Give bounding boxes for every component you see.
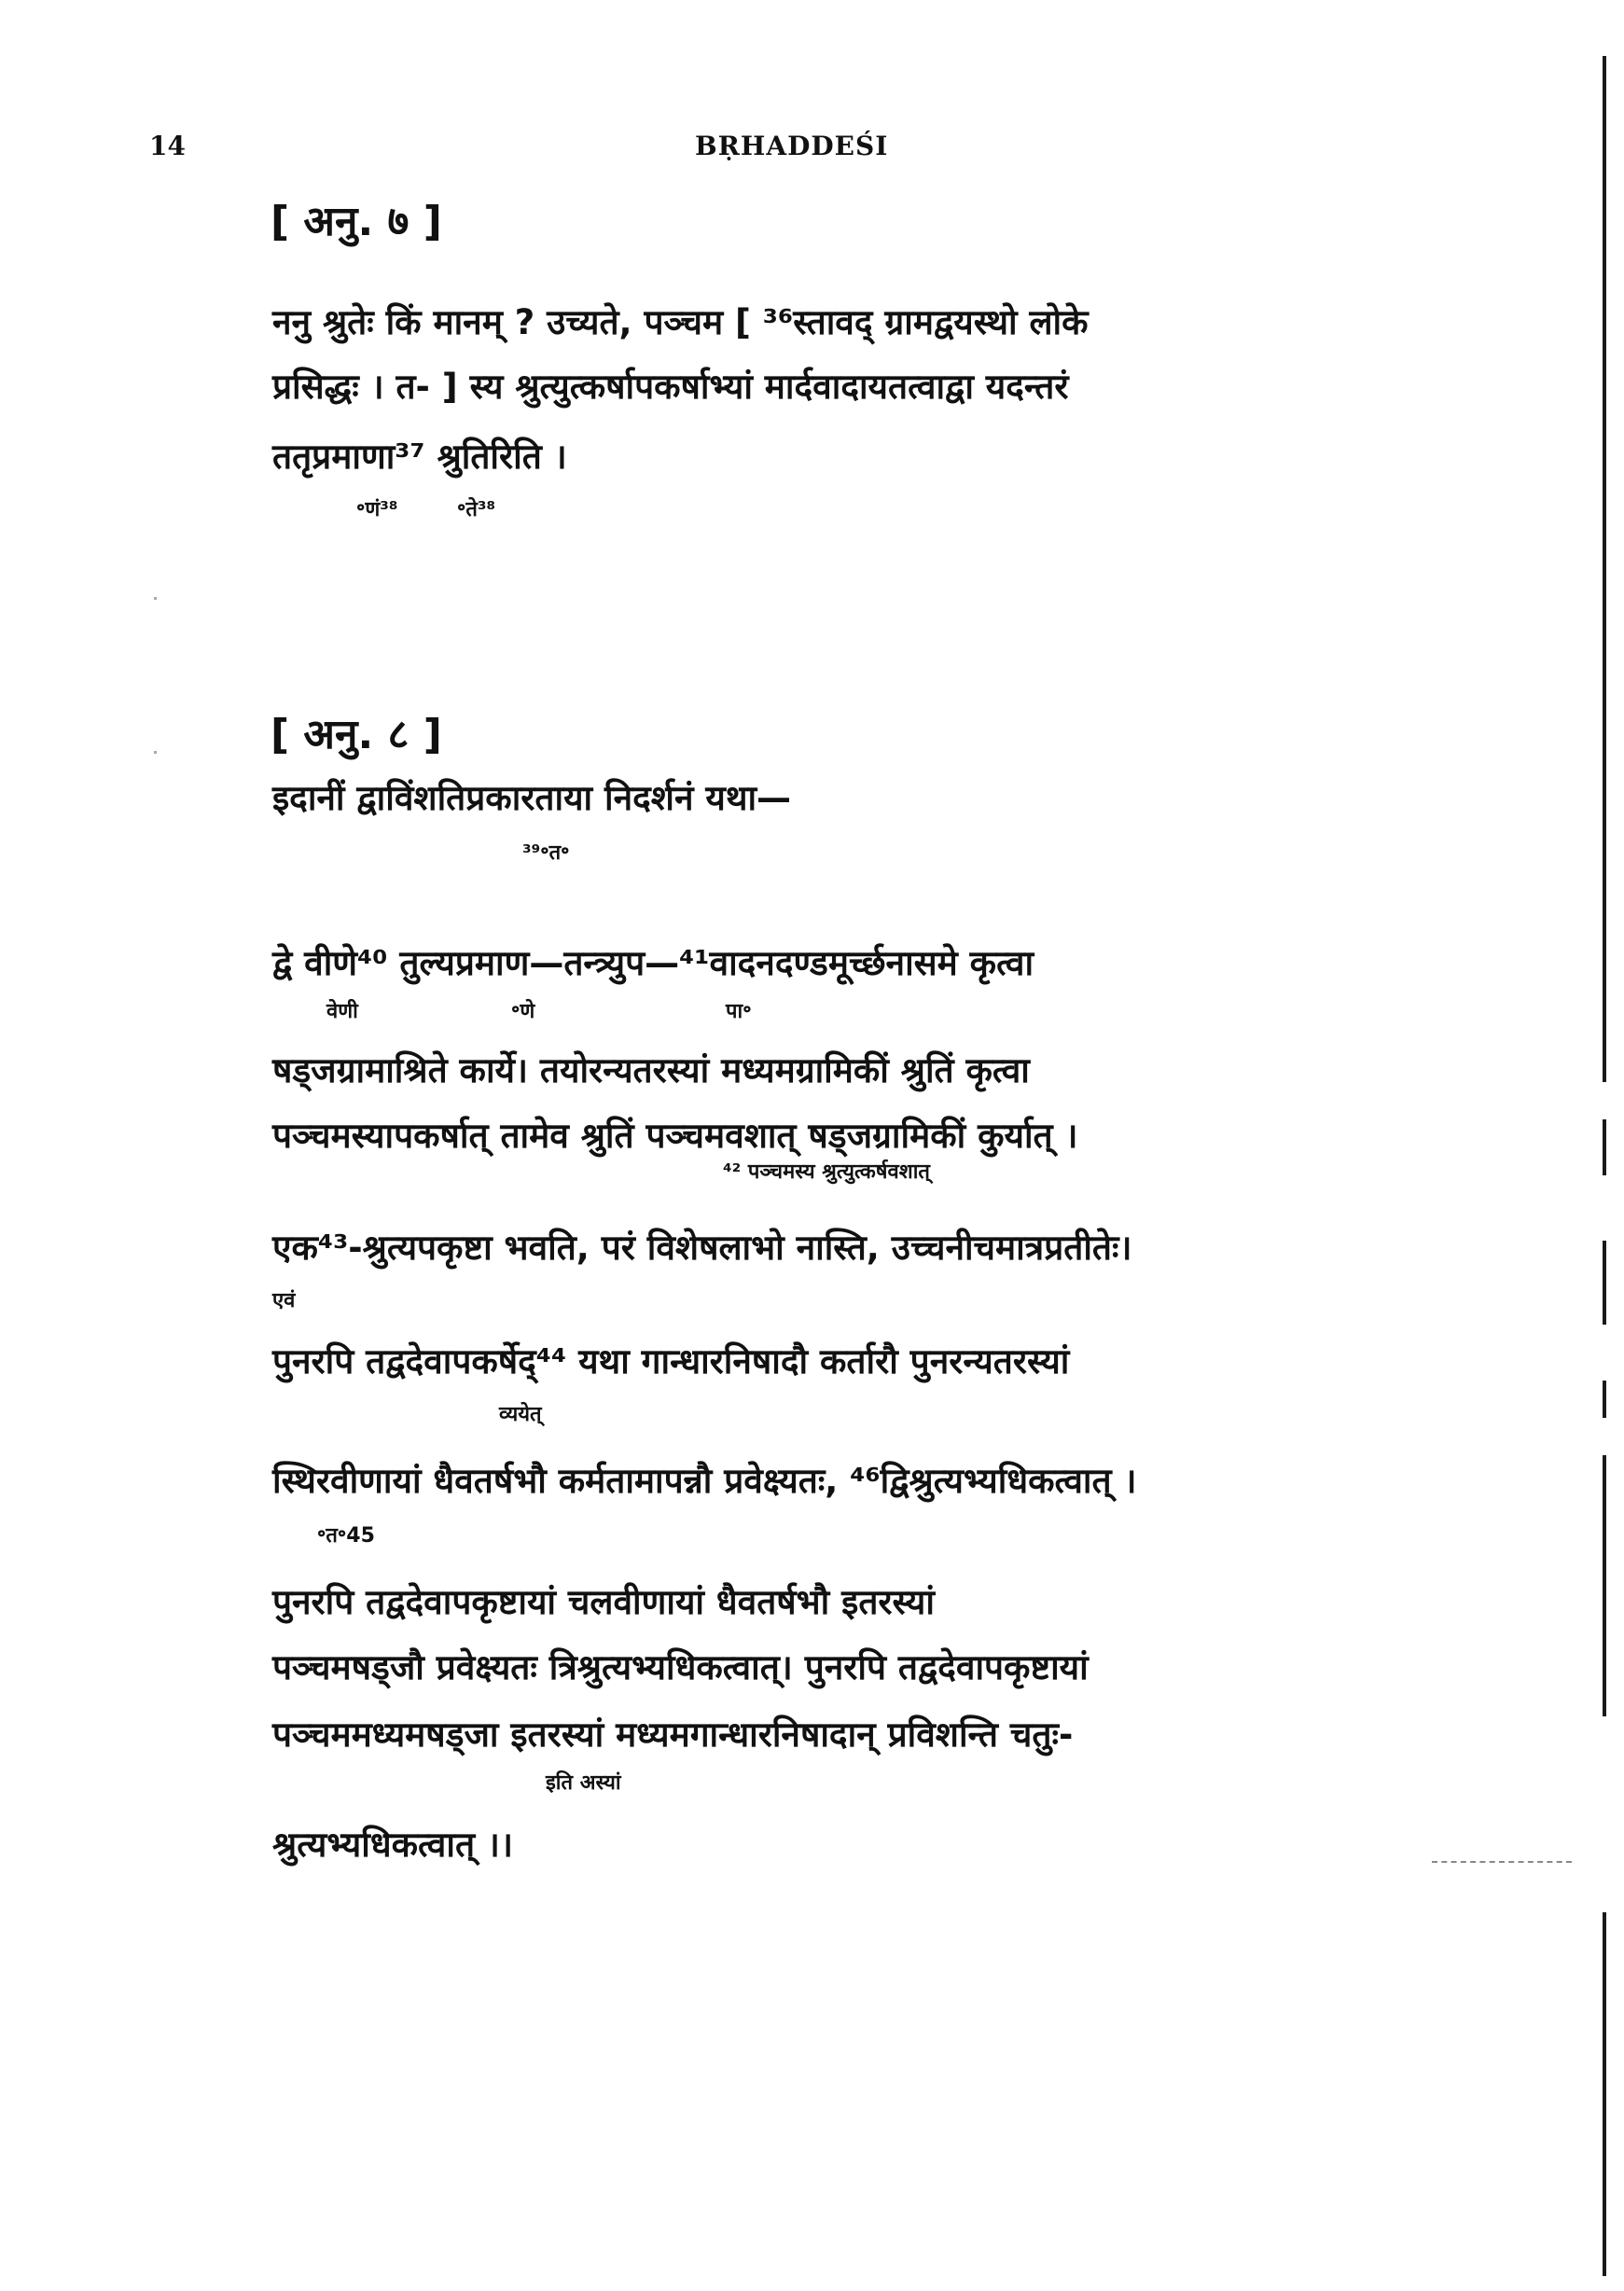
page-number: 14 [149,131,186,161]
text-line: पुनरपि तद्वदेवापकृष्टायां चलवीणायां धैवतर्षभौ इतरस्यां [272,1582,935,1622]
variant-note: व्ययेत् [499,1403,542,1426]
scan-speck [154,751,157,754]
section-heading-7: [ अनु. ७ ] [271,198,442,245]
text-line: पञ्चममध्यमषड्जा इतरस्यां मध्यमगान्धारनिषादान् प्रविशन्ति चतुः- [272,1715,1074,1755]
scan-artifact-dash [1432,1861,1572,1863]
variant-note: पा॰ [726,1000,752,1023]
text-line: पञ्चमस्यापकर्षात् तामेव श्रुतिं पञ्चमवशात् षड्जग्रामिकीं कुर्यात् । [272,1116,1078,1156]
scan-edge-line [1603,1241,1606,1325]
text-line: द्वे वीणे⁴⁰ तुल्यप्रमाण—तन्त्र्युप—⁴¹वादनदण्डमूर्च्छनासमे कृत्वा [272,943,1034,983]
variant-note: ॰ते³⁸ [457,498,496,521]
text-line: प्रसिद्धः । त- ] स्य श्रुत्युत्कर्षापकर्षाभ्यां मार्दवादायतत्वाद्वा यदन्तरं [272,367,1069,407]
text-line: श्रुत्यभ्यधिकत्वात् ।। [272,1825,513,1865]
text-line: स्थिरवीणायां धैवतर्षभौ कर्मतामापन्नौ प्रवेक्ष्यतः, ⁴⁶द्विश्रुत्यभ्यधिकत्वात् । [272,1461,1137,1501]
scan-speck [154,597,157,600]
scan-edge-line [1603,1119,1606,1175]
variant-note: ⁴² पञ्चमस्य श्रुत्युत्कर्षवशात् [723,1160,930,1184]
text-line: एक⁴³-श्रुत्यपकृष्टा भवति, परं विशेषलाभो नास्ति, उच्चनीचमात्रप्रतीतेः। [272,1228,1132,1268]
scan-edge-line [1603,1912,1606,2276]
text-line: इदानीं द्वाविंशतिप्रकारताया निदर्शनं यथा— [272,778,792,818]
variant-note: ॰णे [511,1000,535,1023]
variant-note: ³⁹॰त॰ [522,841,570,865]
scan-edge-line [1603,56,1606,1082]
text-line: षड्जग्रामाश्रिते कार्ये। तयोरन्यतरस्यां मध्यमग्रामिकीं श्रुतिं कृत्वा [272,1050,1030,1090]
variant-note: वेणी [326,1000,358,1023]
text-line: ततृप्रमाणा³⁷ श्रुतिरिति । [272,437,567,477]
text-line: पुनरपि तद्वदेवापकर्षेद्⁴⁴ यथा गान्धारनिषादौ कर्तारौ पुनरन्यतरस्यां [272,1341,1070,1382]
running-title: BṚHADDEŚI [695,131,889,161]
variant-note: इति अस्यां [546,1771,621,1795]
text-line: पञ्चमषड्जौ प्रवेक्ष्यतः त्रिश्रुत्यभ्यधिकत्वात्। पुनरपि तद्वदेवापकृष्टायां [272,1647,1089,1687]
text-line: ननु श्रुतेः किं मानम् ? उच्यते, पञ्चम [ ³⁶स्तावद् ग्रामद्वयस्थो लोके [272,302,1089,342]
variant-note: ॰त॰45 [317,1524,375,1548]
scan-edge-line [1603,1381,1606,1418]
section-heading-8: [ अनु. ८ ] [271,711,442,758]
variant-note: ॰णं³⁸ [356,498,398,521]
scan-edge-line [1603,1455,1606,1716]
variant-note: एवं [272,1289,296,1312]
